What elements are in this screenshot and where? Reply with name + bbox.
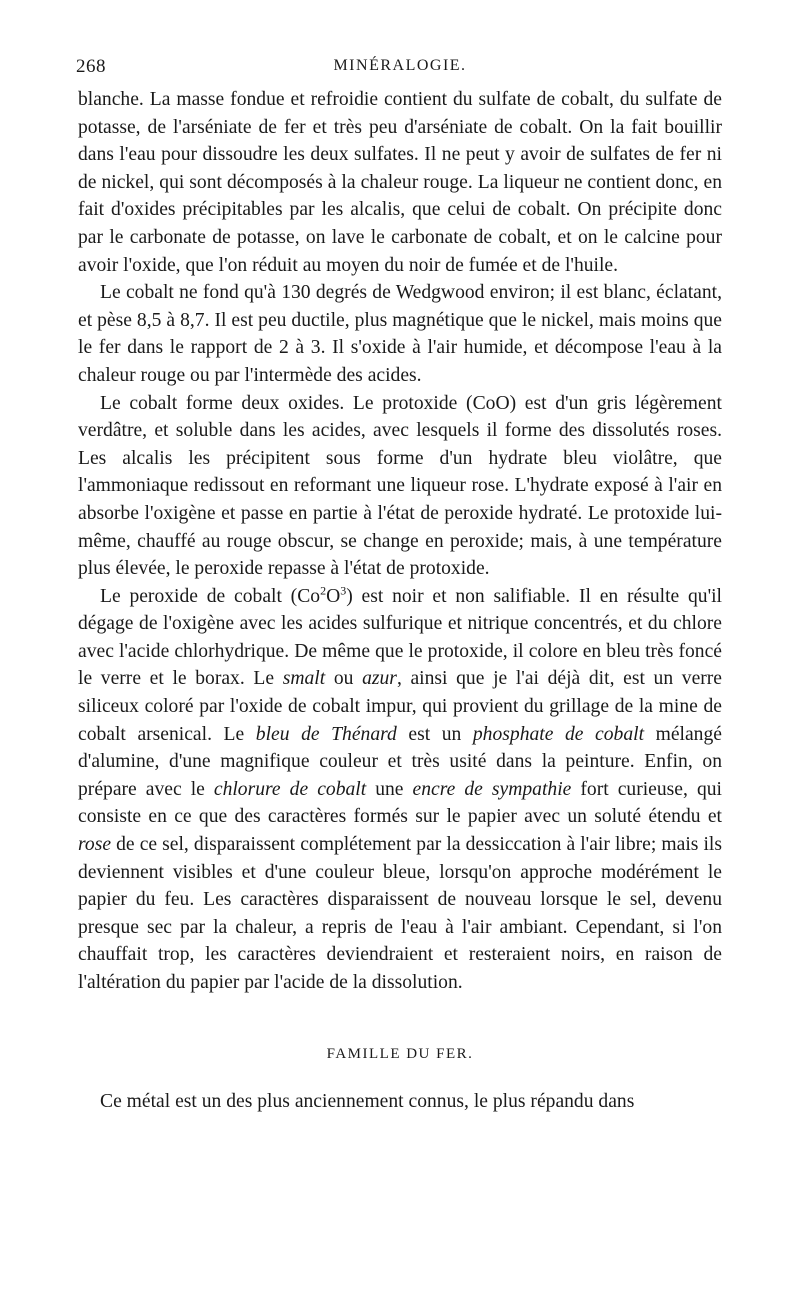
paragraph-cobalt-peroxide	[78, 583, 722, 997]
italic-term: chlorure de cobalt	[213, 778, 367, 800]
book-page	[78, 56, 722, 1116]
text-run: ou	[325, 668, 363, 690]
page-number: 268	[76, 56, 106, 77]
italic-term: phosphate de cobalt	[472, 723, 645, 745]
italic-term: encre de sympathie	[412, 778, 572, 800]
italic-term: smalt	[282, 668, 326, 690]
text-run: de ce sel, disparaissent complétement par la dessiccation à l'air libre; mais ils deviennent visibles et d'une couleur bleue, lorsqu'on approche modérément le papier du feu. Les caractères disparaissent de nouveau lorsque le sel, devenu presque sec par la chaleur, a repris de l'eau à l'air ambiant. Cependant, si l'on chauffait trop, les caractères deviendraient et resteraient noirs, en raison de l'altération du papier par l'acide de la dissolution.	[78, 834, 722, 993]
body-text	[78, 86, 722, 1116]
italic-term: bleu de Thénard	[255, 723, 397, 745]
subscript-digit: 2	[320, 583, 327, 598]
page-header	[78, 56, 722, 86]
running-head: MINÉRALOGIE.	[333, 57, 467, 74]
subscript-digit: 3	[340, 583, 347, 598]
text-run: est un	[396, 723, 473, 745]
text-run: ) est noir et non salifiable. Il en résulte qu'il dégage de l'oxigène avec les acides sulfurique et nitrique concentrés, et du chlore avec l'acide chlorhydrique. De même que le protoxide, il colore en bleu très foncé le verre et le borax. Le	[78, 585, 722, 690]
paragraph-continuation: blanche. La masse fondue et refroidie contient du sulfate de cobalt, du sulfate de potasse, de l'arséniate de fer et très peu d'arséniate de cobalt. On la fait bouillir dans l'eau pour dissoudre les deux sulfates. Il ne peut y avoir de sulfates de fer ni de nickel, qui sont décomposés à la chaleur rouge. La liqueur ne contient donc, en fait d'oxides précipitables par les alcalis, que celui de cobalt. On précipite donc par le carbonate de potasse, on lave le carbonate de cobalt, et on le calcine pour avoir l'oxide, que l'on réduit au moyen du noir de fumée et de l'huile.	[78, 89, 722, 276]
text-run: mélangé d'alumine, d'une magnifique couleur et très usité dans la peinture. Enfin, on prépare avec le	[78, 723, 722, 800]
text-run: Le peroxide de cobalt (Co	[100, 585, 321, 607]
italic-term: azur	[362, 668, 397, 690]
paragraph-cobalt-properties: Le cobalt ne fond qu'à 130 degrés de Wedgwood environ; il est blanc, éclatant, et pèse 8,5 à 8,7. Il est peu ductile, plus magnétique que le nickel, mais moins que le fer dans le rapport de 2 à 3. Il s'oxide à l'air humide, et décompose l'eau à la chaleur rouge ou par l'intermède des acides.	[78, 282, 722, 386]
text-run: O	[326, 585, 341, 607]
paragraph-cobalt-oxides: Le cobalt forme deux oxides. Le protoxide (CoO) est d'un gris légèrement verdâtre, et soluble dans les acides, avec lesquels il forme des dissolutés roses. Les alcalis les précipitent sous forme d'un hydrate bleu violâtre, que l'ammoniaque redissout en reformant une liqueur rose. L'hydrate exposé à l'air en absorbe l'oxigène et passe en partie à l'état de peroxide hydraté. Le protoxide lui-même, chauffé au rouge obscur, se change en peroxide; mais, à une température plus élevée, le peroxide repasse à l'état de protoxide.	[78, 392, 722, 580]
italic-term: rose	[78, 834, 112, 856]
text-run: fort curieuse, qui consiste en ce que des caractères formés sur le papier avec un soluté étendu et	[78, 778, 722, 828]
text-run: , ainsi que je l'ai déjà dit, est un verre siliceux coloré par l'oxide de cobalt impur, qui provient du grillage de la mine de cobalt arsenical. Le	[78, 668, 723, 745]
section-first-line: Ce métal est un des plus anciennement connus, le plus répandu dans	[100, 1091, 635, 1113]
text-run: une	[366, 778, 413, 800]
section-title: FAMILLE DU FER.	[326, 1045, 474, 1062]
